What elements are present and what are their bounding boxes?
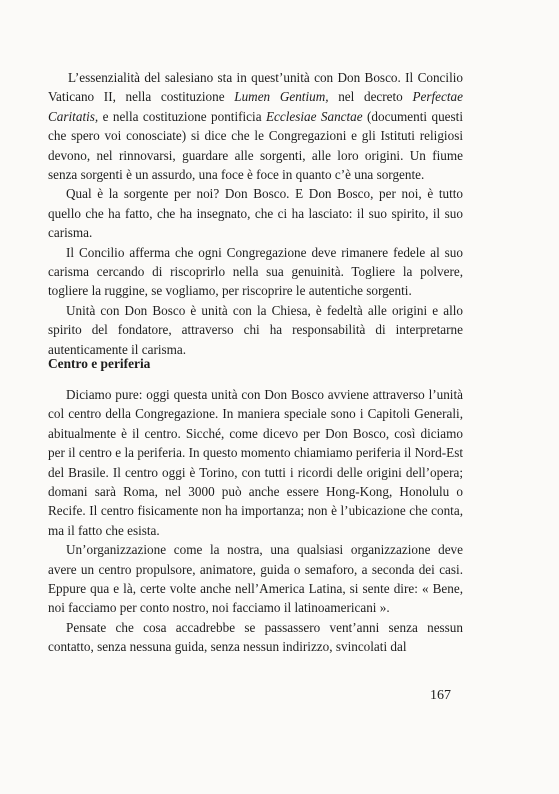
body-text-section-2: [48, 385, 463, 657]
section-heading: Centro e periferia: [48, 356, 151, 371]
text-run: nel decreto: [328, 89, 413, 105]
text-run: e nella costituzione pontificia: [98, 108, 266, 124]
paragraph: Diciamo pure: oggi questa unità con Don Bosco avviene attraverso l’unità col centro della Congregazione. In maniera speciale sono i Capitoli Generali, abitualmente è il centro. Sicché, come dicevo per Don Bosco, così diciamo per il centro e la periferia. In questo momento chiamiamo periferia il Nord-Est del Brasile. Il centro oggi è Torino, con tutti i ricordi delle origini dell’opera; domani sarà Roma, nel 3000 può anche essere Hong-Kong, Honolulu o Recife. Il centro fisicamente non ha importanza; non è l’ubicazione che conta, ma il fatto che esista.: [48, 387, 463, 538]
paragraph: [48, 68, 463, 184]
italic-title-perfectae-caritatis: Perfectae Caritatis,: [48, 89, 463, 124]
body-text-section-1: [48, 68, 463, 359]
text-run: (documenti questi che spero voi conosciate) si dice che le Congregazioni e gli Istituti religiosi devono, nel rinnovarsi, guardare alle sorgenti, alle loro origini. Un fiume senza sorgenti è un assurdo, una foce è foce in quanto c’è una sorgente.: [48, 108, 463, 183]
italic-title-ecclesiae-sanctae: Ecclesiae Sanctae: [265, 108, 363, 124]
italic-title-lumen-gentium: Lumen Gentium,: [234, 89, 329, 105]
paragraph: Unità con Don Bosco è unità con la Chiesa, è fedeltà alle origini e allo spirito del fondatore, attraverso chi ha responsabilità di interpretarne autenticamente il carisma.: [48, 302, 463, 357]
paragraph: Il Concilio afferma che ogni Congregazione deve rimanere fedele al suo carisma cercando di riscoprirlo nella sua genuinità. Togliere la polvere, togliere la ruggine, se vogliamo, per riscoprire le autentiche sorgenti.: [48, 244, 463, 299]
paragraph: Un’organizzazione come la nostra, una qualsiasi organizzazione deve avere un centro propulsore, animatore, guida o semaforo, a seconda dei casi. Eppure qua e là, certe volte anche nell’America Latina, si sente dire: « Bene, noi facciamo per conto nostro, noi facciamo il latinoamericani ».: [48, 542, 463, 616]
text-run: L’essenzialità del salesiano sta in quest’unità con Don Bosco. Il Concilio Vaticano II, nella costituzione: [48, 70, 463, 105]
paragraph: Qual è la sorgente per noi? Don Bosco. E Don Bosco, per noi, è tutto quello che ha fatto, che ha insegnato, che ci ha lasciato: il suo spirito, il suo carisma.: [48, 186, 463, 241]
paragraph: Pensate che cosa accadrebbe se passassero vent’anni senza nessun contatto, senza nessuna guida, senza nessun indirizzo, svincolati dal: [48, 619, 463, 655]
page-number: 167: [430, 688, 451, 703]
